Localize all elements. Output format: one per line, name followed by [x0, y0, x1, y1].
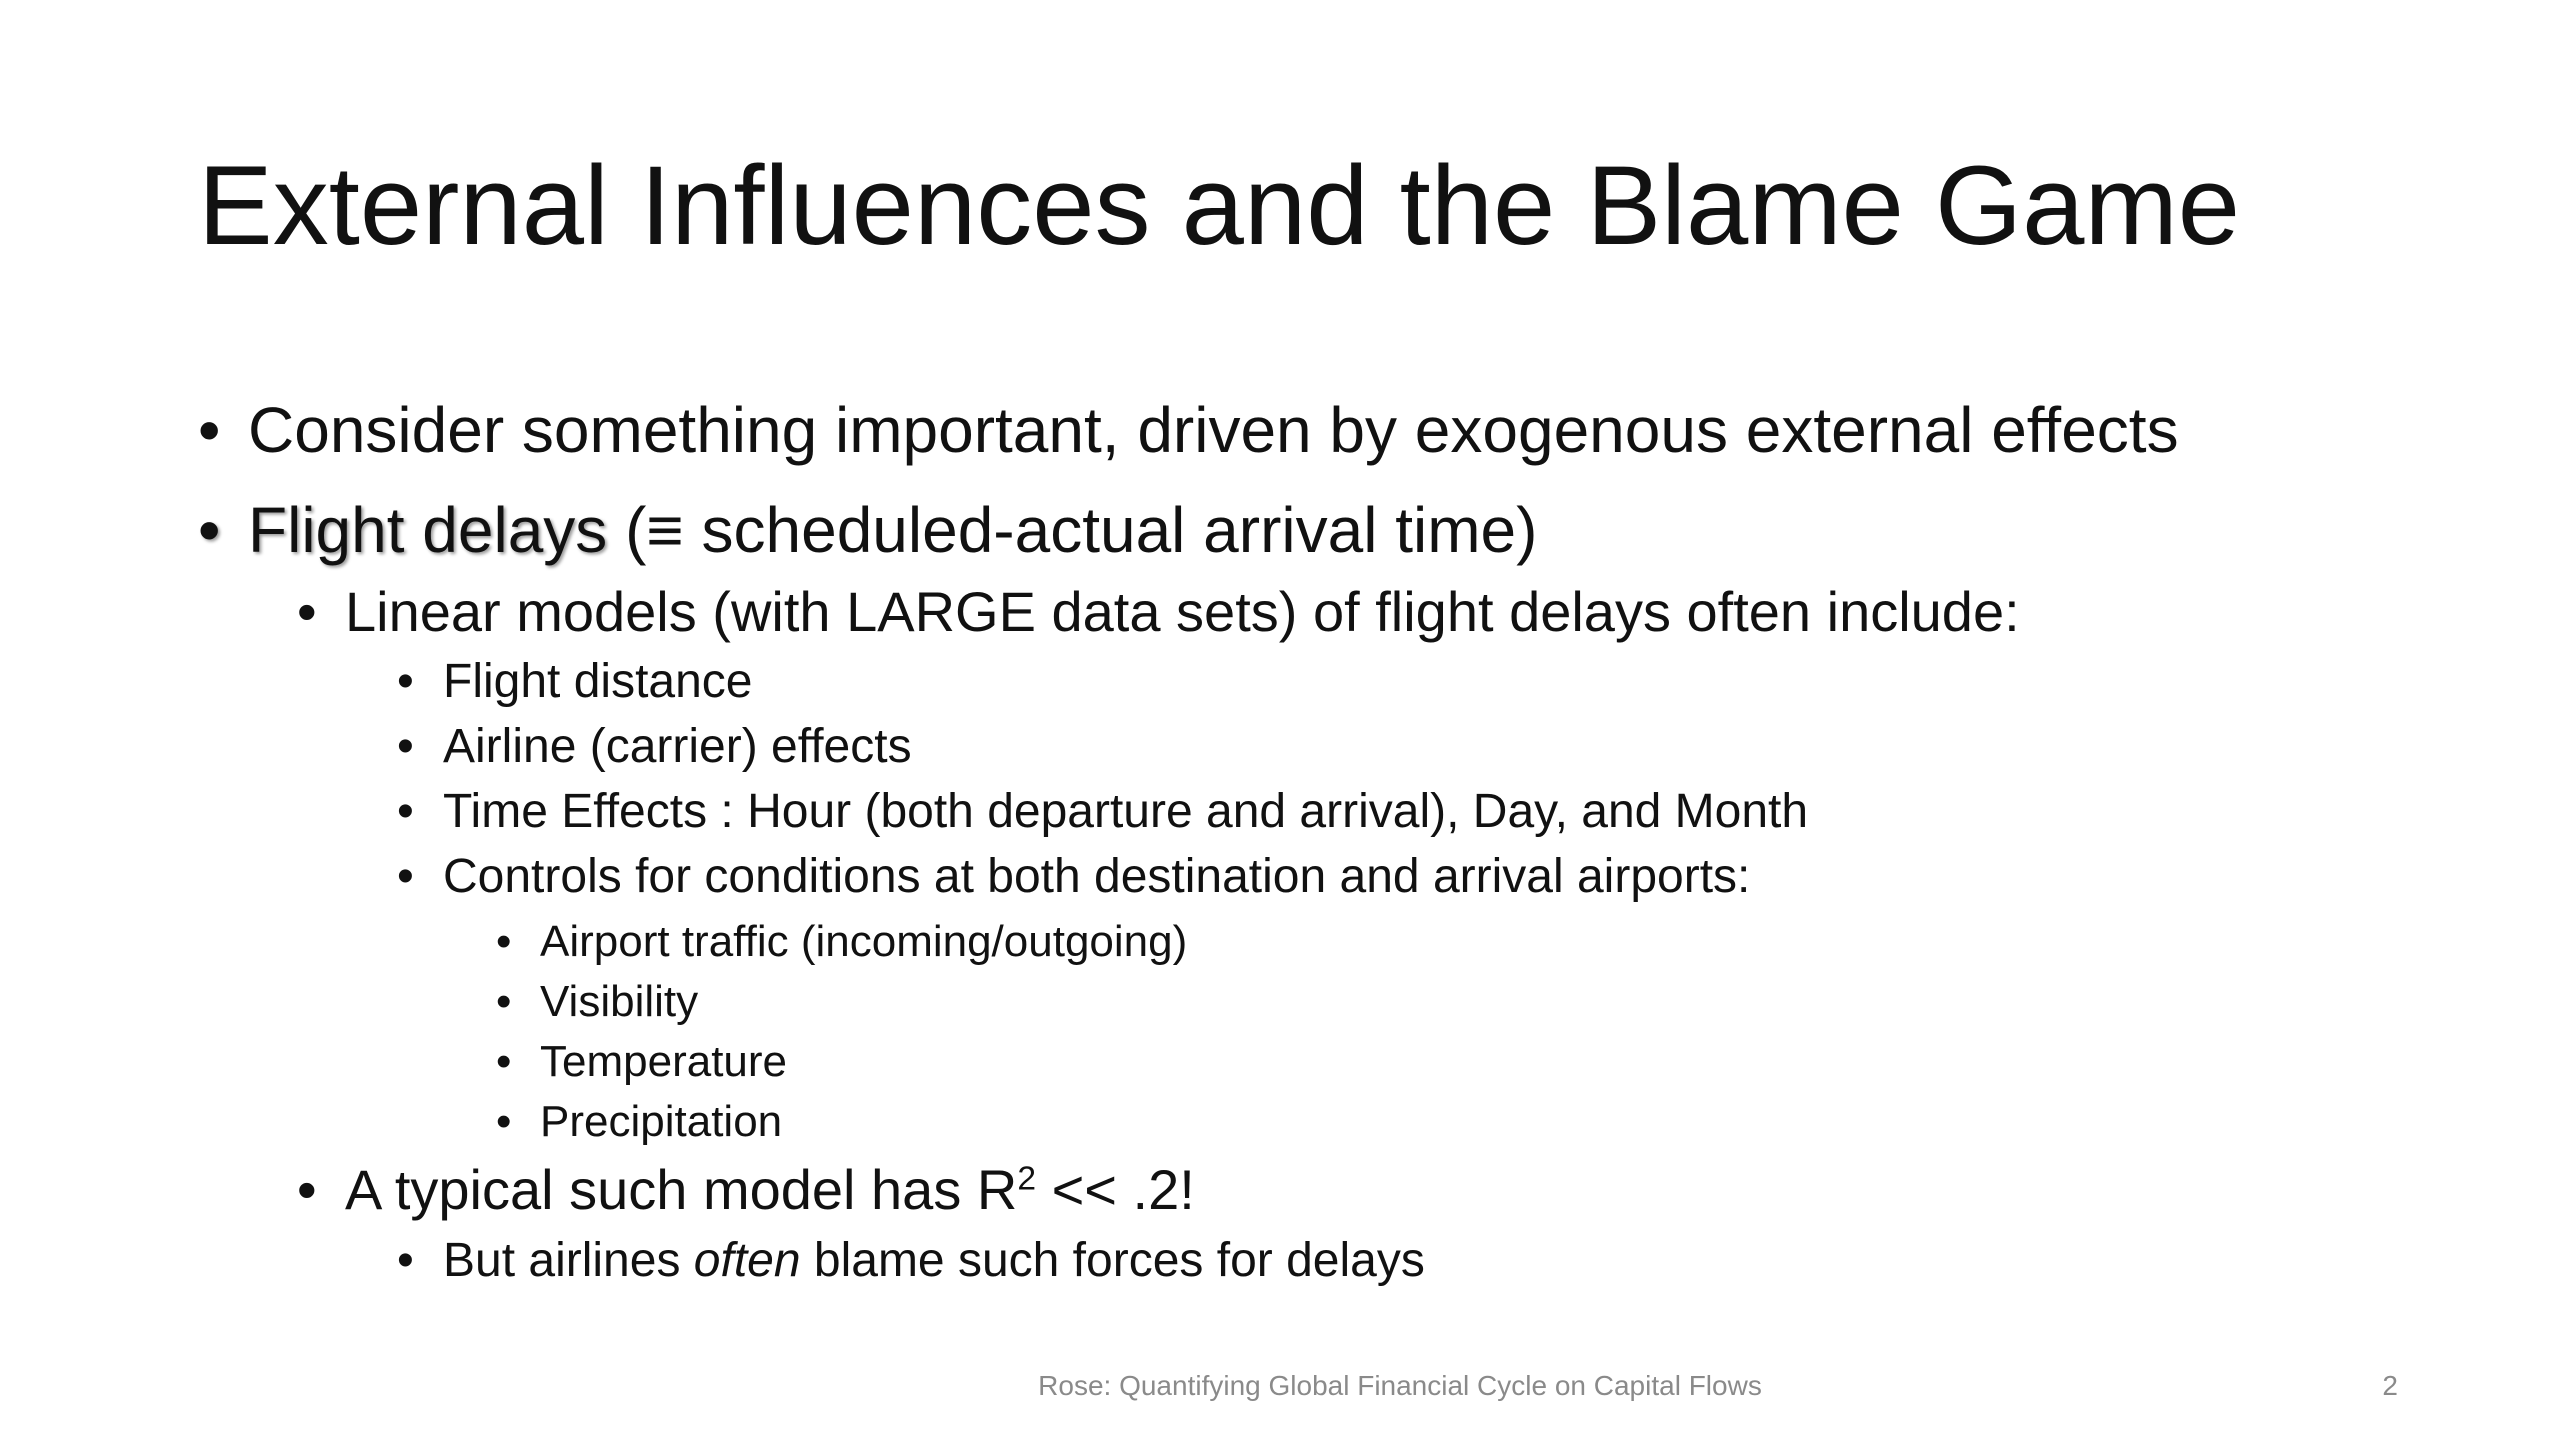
bullet-visibility — [496, 977, 699, 1026]
bullet-dot-icon: • — [198, 394, 221, 466]
bullet-flight-delays — [198, 494, 1538, 566]
bullet-text: (≡ scheduled-actual arrival time) — [607, 494, 1538, 566]
bullet-text: Visibility — [540, 977, 699, 1026]
bullet-text-post: << .2! — [1036, 1158, 1195, 1221]
bullet-text: Linear models (with LARGE data sets) of flight delays often include: — [345, 580, 2020, 643]
bullet-dot-icon: • — [198, 494, 221, 566]
bullet-airport-traffic — [496, 917, 1188, 966]
bullet-dot-icon: • — [397, 850, 414, 903]
bullet-linear-models — [297, 580, 2020, 643]
bullet-text: Temperature — [540, 1037, 788, 1086]
bullet-time-effects — [397, 785, 1809, 838]
bullet-text: Controls for conditions at both destination and arrival airports: — [443, 850, 1751, 903]
bullet-flight-distance — [397, 655, 753, 708]
bullet-text: Time Effects : Hour (both departure and arrival), Day, and Month — [443, 785, 1809, 838]
bullet-airline-effects — [397, 720, 912, 773]
bullet-dot-icon: • — [496, 1037, 512, 1086]
bullet-text-pre: But airlines — [443, 1234, 694, 1287]
superscript: 2 — [1017, 1160, 1037, 1198]
bullet-temperature — [496, 1037, 788, 1086]
bullet-dot-icon: • — [297, 580, 317, 643]
slide-title: External Influences and the Blame Game — [198, 143, 2241, 268]
bullet-typical-model — [297, 1158, 1195, 1221]
bullet-dot-icon: • — [397, 1234, 414, 1287]
bullet-emphasis: Flight delays — [248, 494, 608, 566]
bullet-dot-icon: • — [496, 1097, 512, 1146]
bullet-exogenous-effects — [198, 394, 2179, 466]
bullet-airlines-blame — [397, 1234, 1425, 1287]
bullet-dot-icon: • — [297, 1158, 317, 1221]
bullet-text-pre: A typical such model has R — [345, 1158, 1018, 1221]
page-number: 2 — [2382, 1370, 2398, 1401]
bullet-dot-icon: • — [496, 977, 512, 1026]
bullet-text: Precipitation — [540, 1097, 783, 1146]
bullet-dot-icon: • — [397, 785, 414, 838]
bullet-text: Consider something important, driven by exogenous external effects — [248, 394, 2179, 466]
bullet-dot-icon: • — [496, 917, 512, 966]
bullet-text-italic: often — [693, 1234, 801, 1287]
footer-text: Rose: Quantifying Global Financial Cycle on Capital Flows — [1038, 1370, 1762, 1401]
bullet-dot-icon: • — [397, 720, 414, 773]
bullet-dot-icon: • — [397, 655, 414, 708]
bullet-text: Airline (carrier) effects — [443, 720, 912, 773]
bullet-text: Flight distance — [443, 655, 753, 708]
bullet-text: Airport traffic (incoming/outgoing) — [540, 917, 1188, 966]
bullet-precipitation — [496, 1097, 783, 1146]
bullet-controls — [397, 850, 1751, 903]
bullet-text-post: blame such forces for delays — [800, 1234, 1425, 1287]
